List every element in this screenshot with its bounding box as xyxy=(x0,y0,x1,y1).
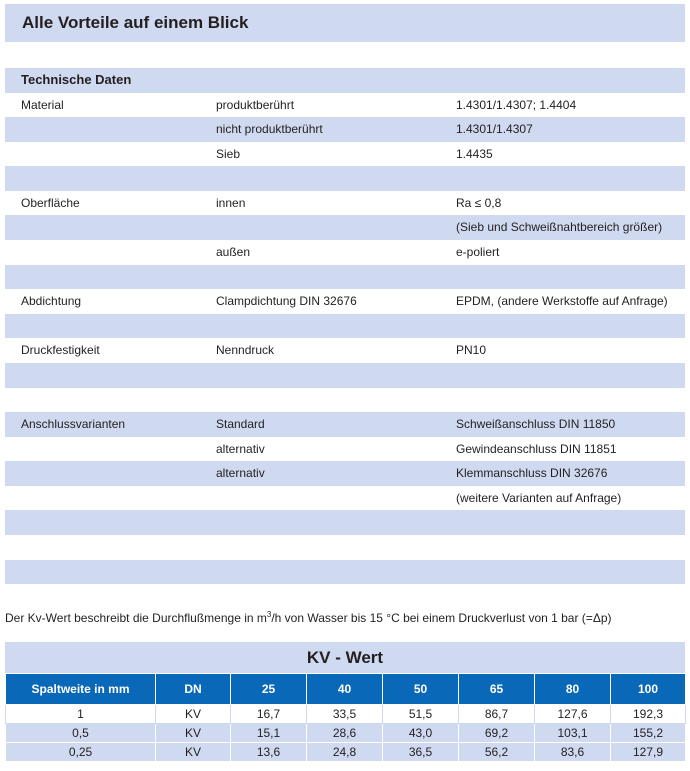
section-banner xyxy=(5,4,685,42)
spec-value: e-poliert xyxy=(456,245,500,260)
kv-cell: 13,6 xyxy=(231,743,307,762)
spec-attribute: Nenndruck xyxy=(216,343,275,358)
spec-attribute: Standard xyxy=(216,417,265,432)
kv-cell: 155,2 xyxy=(611,724,686,743)
kv-header-cell: 50 xyxy=(383,674,459,705)
kv-cell: 127,9 xyxy=(611,743,686,762)
kv-header-row xyxy=(6,674,686,705)
kv-cell: 43,0 xyxy=(383,724,459,743)
kv-cell: 0,5 xyxy=(6,724,156,743)
spec-attribute: produktberührt xyxy=(216,97,295,112)
spec-value: 1.4301/1.4307; 1.4404 xyxy=(456,97,577,112)
spec-value: Schweißanschluss DIN 11850 xyxy=(456,417,616,432)
kv-cell: 192,3 xyxy=(611,705,686,724)
kv-table-title: KV - Wert xyxy=(5,642,685,673)
kv-header-cell: Spaltweite in mm xyxy=(6,674,156,705)
spec-row xyxy=(5,314,685,339)
spec-value: (Sieb und Schweißnahtbereich größer) xyxy=(456,220,663,235)
kv-header-cell: 80 xyxy=(535,674,611,705)
spec-row xyxy=(5,388,685,413)
spec-attribute: alternativ xyxy=(216,466,265,481)
spec-attribute: innen xyxy=(216,195,246,210)
spec-row xyxy=(5,289,685,314)
spec-row xyxy=(5,93,685,118)
kv-value-table xyxy=(5,642,685,762)
kv-cell: 15,1 xyxy=(231,724,307,743)
kv-cell: 103,1 xyxy=(535,724,611,743)
kv-cell: 127,6 xyxy=(535,705,611,724)
kv-header-cell: DN xyxy=(156,674,231,705)
spec-value: Klemmanschluss DIN 32676 xyxy=(456,466,608,481)
kv-cell: 36,5 xyxy=(383,743,459,762)
kv-description-superscript: 3 xyxy=(266,610,272,619)
spec-row xyxy=(5,215,685,240)
spec-attribute: Clampdichtung DIN 32676 xyxy=(216,294,357,309)
kv-cell: 28,6 xyxy=(307,724,383,743)
kv-row xyxy=(6,705,686,724)
kv-row xyxy=(6,724,686,743)
spec-category: Druckfestigkeit xyxy=(21,343,100,358)
spec-value: PN10 xyxy=(456,343,487,358)
kv-cell: 51,5 xyxy=(383,705,459,724)
spec-value: (weitere Varianten auf Anfrage) xyxy=(456,490,622,505)
kv-cell: 69,2 xyxy=(459,724,535,743)
kv-cell: 83,6 xyxy=(535,743,611,762)
spec-row xyxy=(5,117,685,142)
spec-category: Material xyxy=(21,97,64,112)
spec-category: Anschlussvarianten xyxy=(21,417,126,432)
kv-cell: 56,2 xyxy=(459,743,535,762)
kv-grid xyxy=(5,673,686,762)
kv-cell: 86,7 xyxy=(459,705,535,724)
technical-data-table xyxy=(5,68,685,584)
spec-row xyxy=(5,461,685,486)
kv-description-text-end: /h von Wasser bis 15 °C bei einem Druckverlust von 1 bar (=Δp) xyxy=(271,611,612,625)
kv-description-text: Der Kv-Wert beschreibt die Durchflußmenge in m xyxy=(5,611,267,625)
spec-attribute: Sieb xyxy=(216,146,241,161)
spec-category: Oberfläche xyxy=(21,195,80,210)
banner-title: Alle Vorteile auf einem Blick xyxy=(22,13,249,32)
kv-row xyxy=(6,743,686,762)
spec-row xyxy=(5,510,685,535)
spec-attribute: alternativ xyxy=(216,441,265,456)
kv-header-cell: 100 xyxy=(611,674,686,705)
kv-description xyxy=(5,609,685,627)
kv-cell: 16,7 xyxy=(231,705,307,724)
spec-attribute: außen xyxy=(216,245,251,260)
kv-cell: KV xyxy=(156,724,231,743)
spec-row xyxy=(5,437,685,462)
spec-value: Ra ≤ 0,8 xyxy=(456,195,502,210)
kv-cell: KV xyxy=(156,705,231,724)
spec-row xyxy=(5,166,685,191)
spec-attribute: nicht produktberührt xyxy=(216,122,323,137)
kv-cell: 33,5 xyxy=(307,705,383,724)
spec-row xyxy=(5,412,685,437)
spec-row xyxy=(5,338,685,363)
kv-header-cell: 65 xyxy=(459,674,535,705)
kv-cell: 1 xyxy=(6,705,156,724)
spec-row xyxy=(5,191,685,216)
spec-value: Gewindeanschluss DIN 11851 xyxy=(456,441,617,456)
kv-header-cell: 40 xyxy=(307,674,383,705)
spec-category: Technische Daten xyxy=(21,72,132,87)
kv-cell: 24,8 xyxy=(307,743,383,762)
spec-row xyxy=(5,265,685,290)
spec-row xyxy=(5,560,685,585)
kv-cell: 0,25 xyxy=(6,743,156,762)
spec-value: 1.4301/1.4307 xyxy=(456,122,533,137)
spec-category: Abdichtung xyxy=(21,294,82,309)
spec-row xyxy=(5,240,685,265)
spec-value: 1.4435 xyxy=(456,146,493,161)
kv-header-cell: 25 xyxy=(231,674,307,705)
kv-cell: KV xyxy=(156,743,231,762)
spec-row xyxy=(5,535,685,560)
spec-row xyxy=(5,142,685,167)
spec-row xyxy=(5,363,685,388)
spec-header-row xyxy=(5,68,685,93)
spec-value: EPDM, (andere Werkstoffe auf Anfrage) xyxy=(456,294,668,309)
spec-row xyxy=(5,486,685,511)
